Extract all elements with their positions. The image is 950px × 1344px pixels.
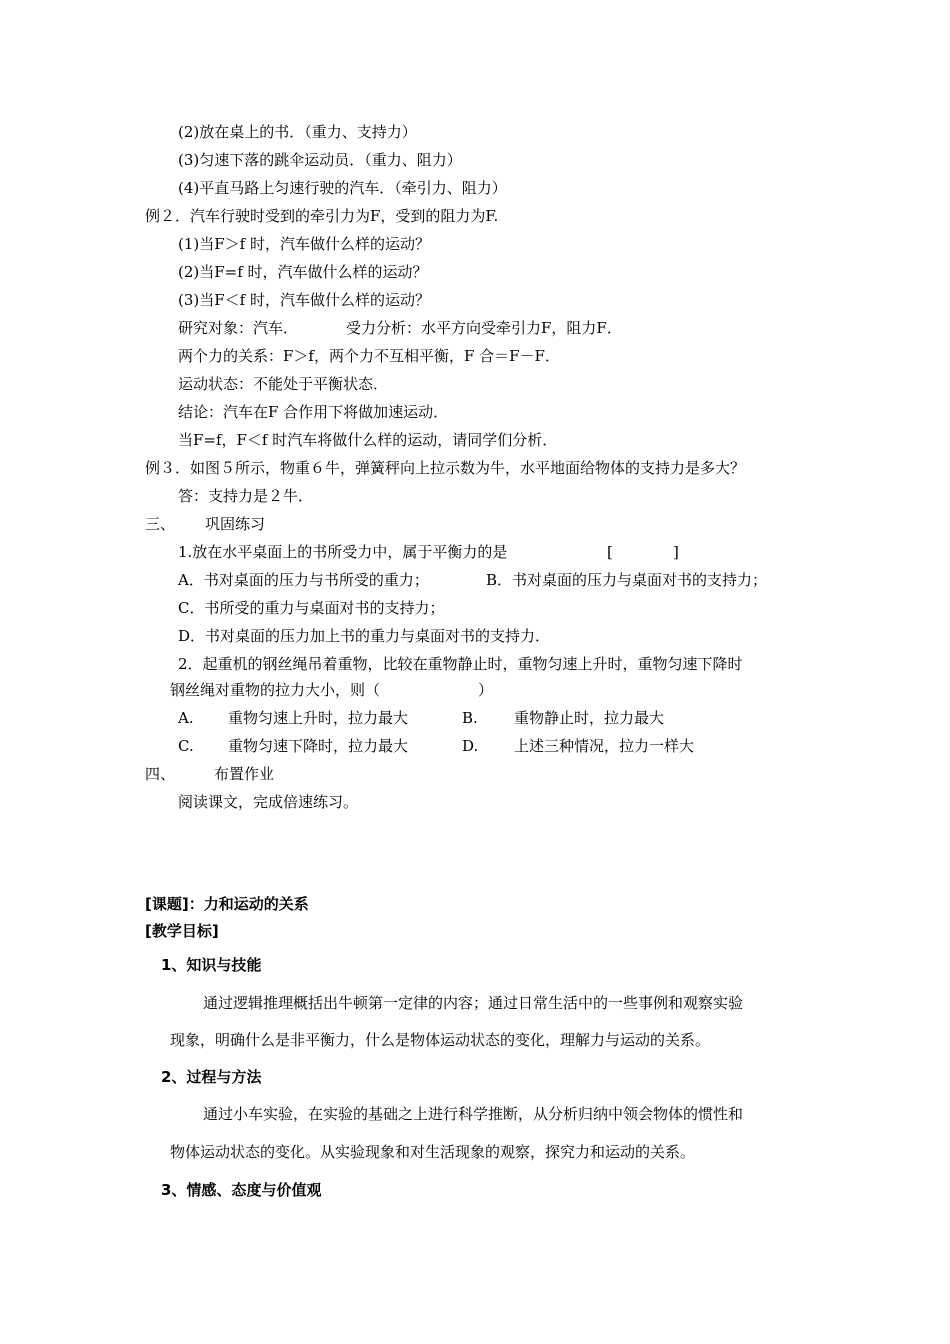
- exercise-2-option-c: 重物匀速下降时，拉力最大: [228, 737, 409, 755]
- teaching-goals-heading: [教学目标]: [145, 922, 219, 940]
- lesson-title: [课题]：力和运动的关系: [145, 895, 309, 913]
- exercise-2-question-line-1: 2．起重机的钢丝绳吊着重物，比较在重物静止时，重物匀速上升时，重物匀速下降时: [178, 655, 743, 673]
- example-2-question-3: (3)当F＜f 时，汽车做什么样的运动？: [178, 291, 430, 309]
- exercise-1-option-a: A．书对桌面的压力与书所受的重力；: [178, 571, 429, 589]
- example-3-answer: 答：支持力是２牛．: [178, 487, 314, 505]
- exercise-1-option-c: C．书所受的重力与桌面对书的支持力；: [178, 599, 445, 617]
- motion-state: 运动状态：不能处于平衡状态．: [178, 375, 389, 393]
- example-2-question-1: (1)当F＞f 时，汽车做什么样的运动？: [178, 235, 430, 253]
- exercise-2-option-d: 上述三种情况，拉力一样大: [514, 737, 695, 755]
- example-line-3: (3)匀速下落的跳伞运动员．（重力、阻力）: [178, 151, 462, 169]
- exercise-2-option-a: 重物匀速上升时，拉力最大: [228, 709, 409, 727]
- exercise-2-option-d-key: D.: [462, 737, 479, 755]
- study-object: 研究对象：汽车．: [178, 319, 299, 337]
- goal-1-heading: 1、知识与技能: [161, 956, 262, 974]
- example-line-4: (4)平直马路上匀速行驶的汽车．（牵引力、阻力）: [178, 179, 507, 197]
- goal-1-text-line-2: 现象，明确什么是非平衡力，什么是物体运动状态的变化，理解力与运动的关系。: [170, 1031, 711, 1049]
- example-line-2: (2)放在桌上的书．（重力、支持力）: [178, 123, 417, 141]
- section-3-number: 三、: [145, 515, 176, 533]
- exercise-2-bracket-right: ）: [478, 681, 494, 699]
- section-3-title: 巩固练习: [205, 515, 266, 533]
- exercise-2-option-a-key: A.: [178, 709, 194, 727]
- goal-2-text-line-1: 通过小车实验，在实验的基础之上进行科学推断，从分析归纳中领会物体的惯性和: [203, 1105, 744, 1123]
- exercise-2-option-b-key: B.: [462, 709, 478, 727]
- goal-3-heading: 3、情感、态度与价值观: [161, 1181, 322, 1199]
- exercise-1-question: 1.放在水平桌面上的书所受力中，属于平衡力的是: [178, 543, 508, 561]
- exercise-1-bracket-right: ]: [673, 543, 679, 561]
- example-2-heading: 例２．汽车行驶时受到的牵引力为F，受到的阻力为F.: [145, 207, 499, 225]
- exercise-2-question-line-2: 钢丝绳对重物的拉力大小，则（: [170, 681, 381, 699]
- exercise-2-option-b: 重物静止时，拉力最大: [514, 709, 665, 727]
- goal-1-text-line-1: 通过逻辑推理概括出牛顿第一定律的内容；通过日常生活中的一些事例和观察实验: [203, 994, 744, 1012]
- exercise-1-option-d: D．书对桌面的压力加上书的重力与桌面对书的支持力．: [178, 627, 551, 645]
- section-4-number: 四、: [145, 765, 176, 783]
- example-3-heading: 例３．如图５所示，物重６牛，弹簧秤向上拉示数为牛，水平地面给物体的支持力是多大？: [145, 459, 746, 477]
- goal-2-heading: 2、过程与方法: [161, 1068, 262, 1086]
- force-analysis: 受力分析：水平方向受牵引力F，阻力F．: [346, 319, 622, 337]
- exercise-1-option-b: B．书对桌面的压力与桌面对书的支持力；: [486, 571, 768, 589]
- section-4-title: 布置作业: [214, 765, 275, 783]
- analysis-prompt: 当F=f，F＜f 时汽车将做什么样的运动，请同学们分析．: [178, 431, 558, 449]
- exercise-2-option-c-key: C.: [178, 737, 194, 755]
- homework-text: 阅读课文，完成倍速练习。: [178, 793, 359, 811]
- example-2-question-2: (2)当F=f 时，汽车做什么样的运动？: [178, 263, 428, 281]
- goal-2-text-line-2: 物体运动状态的变化。从实验现象和对生活现象的观察，探究力和运动的关系。: [170, 1143, 696, 1161]
- force-relation: 两个力的关系：F＞f，两个力不互相平衡，F 合＝F－F．: [178, 347, 560, 365]
- conclusion: 结论：汽车在F 合作用下将做加速运动．: [178, 403, 449, 421]
- exercise-1-bracket-left: [: [607, 543, 613, 561]
